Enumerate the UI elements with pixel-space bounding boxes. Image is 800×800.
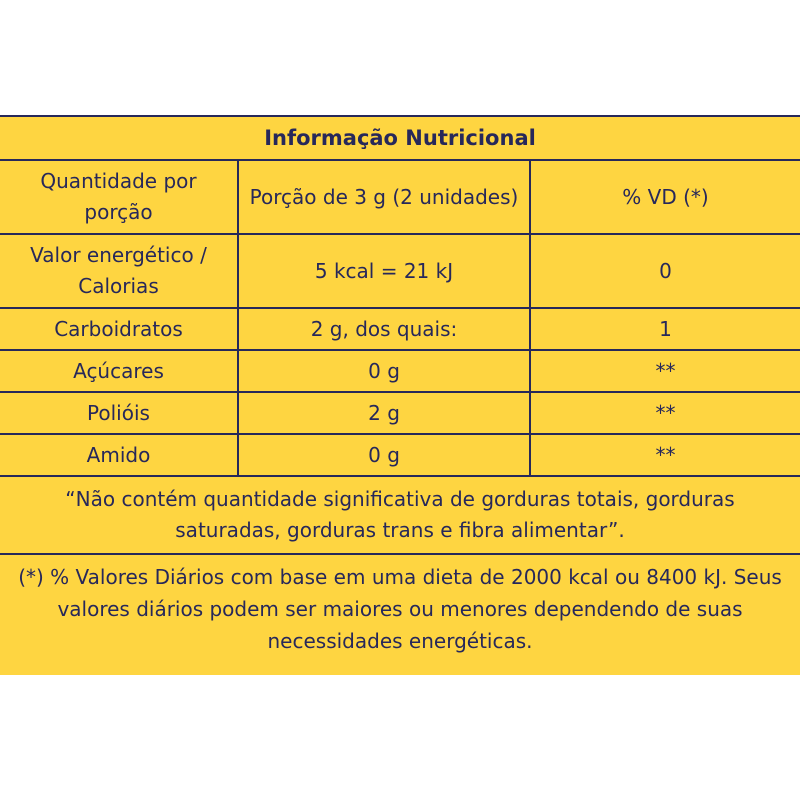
nutrient-name: Valor energético / Calorias	[0, 234, 238, 308]
table-row	[0, 350, 800, 392]
nutrition-label	[0, 115, 800, 675]
nutrition-table	[0, 117, 800, 663]
note-row	[0, 476, 800, 554]
footnote-row	[0, 554, 800, 663]
nutrient-name: Açúcares	[0, 350, 238, 392]
table-row	[0, 392, 800, 434]
no-significant-note: “Não contém quantidade significativa de gorduras totais, gorduras saturadas, gorduras trans e fibra alimentar”.	[0, 476, 800, 554]
header-daily-value: % VD (*)	[530, 160, 800, 234]
nutrient-amount: 0 g	[238, 350, 530, 392]
table-row	[0, 434, 800, 476]
nutrient-dv: **	[530, 434, 800, 476]
title-row	[0, 117, 800, 160]
table-row	[0, 234, 800, 308]
header-row	[0, 160, 800, 234]
nutrient-dv: **	[530, 350, 800, 392]
nutrient-name: Carboidratos	[0, 308, 238, 350]
header-quantity: Quantidade por porção	[0, 160, 238, 234]
nutrient-amount: 5 kcal = 21 kJ	[238, 234, 530, 308]
header-portion: Porção de 3 g (2 unidades)	[238, 160, 530, 234]
nutrient-amount: 0 g	[238, 434, 530, 476]
daily-values-footnote: (*) % Valores Diários com base em uma dieta de 2000 kcal ou 8400 kJ. Seus valores diários podem ser maiores ou menores dependendo de suas necessidades energéticas.	[0, 554, 800, 663]
nutrient-amount: 2 g, dos quais:	[238, 308, 530, 350]
table-title: Informação Nutricional	[0, 117, 800, 160]
nutrient-dv: 1	[530, 308, 800, 350]
nutrient-amount: 2 g	[238, 392, 530, 434]
nutrient-dv: **	[530, 392, 800, 434]
nutrient-dv: 0	[530, 234, 800, 308]
nutrient-name: Polióis	[0, 392, 238, 434]
nutrient-name: Amido	[0, 434, 238, 476]
table-row	[0, 308, 800, 350]
